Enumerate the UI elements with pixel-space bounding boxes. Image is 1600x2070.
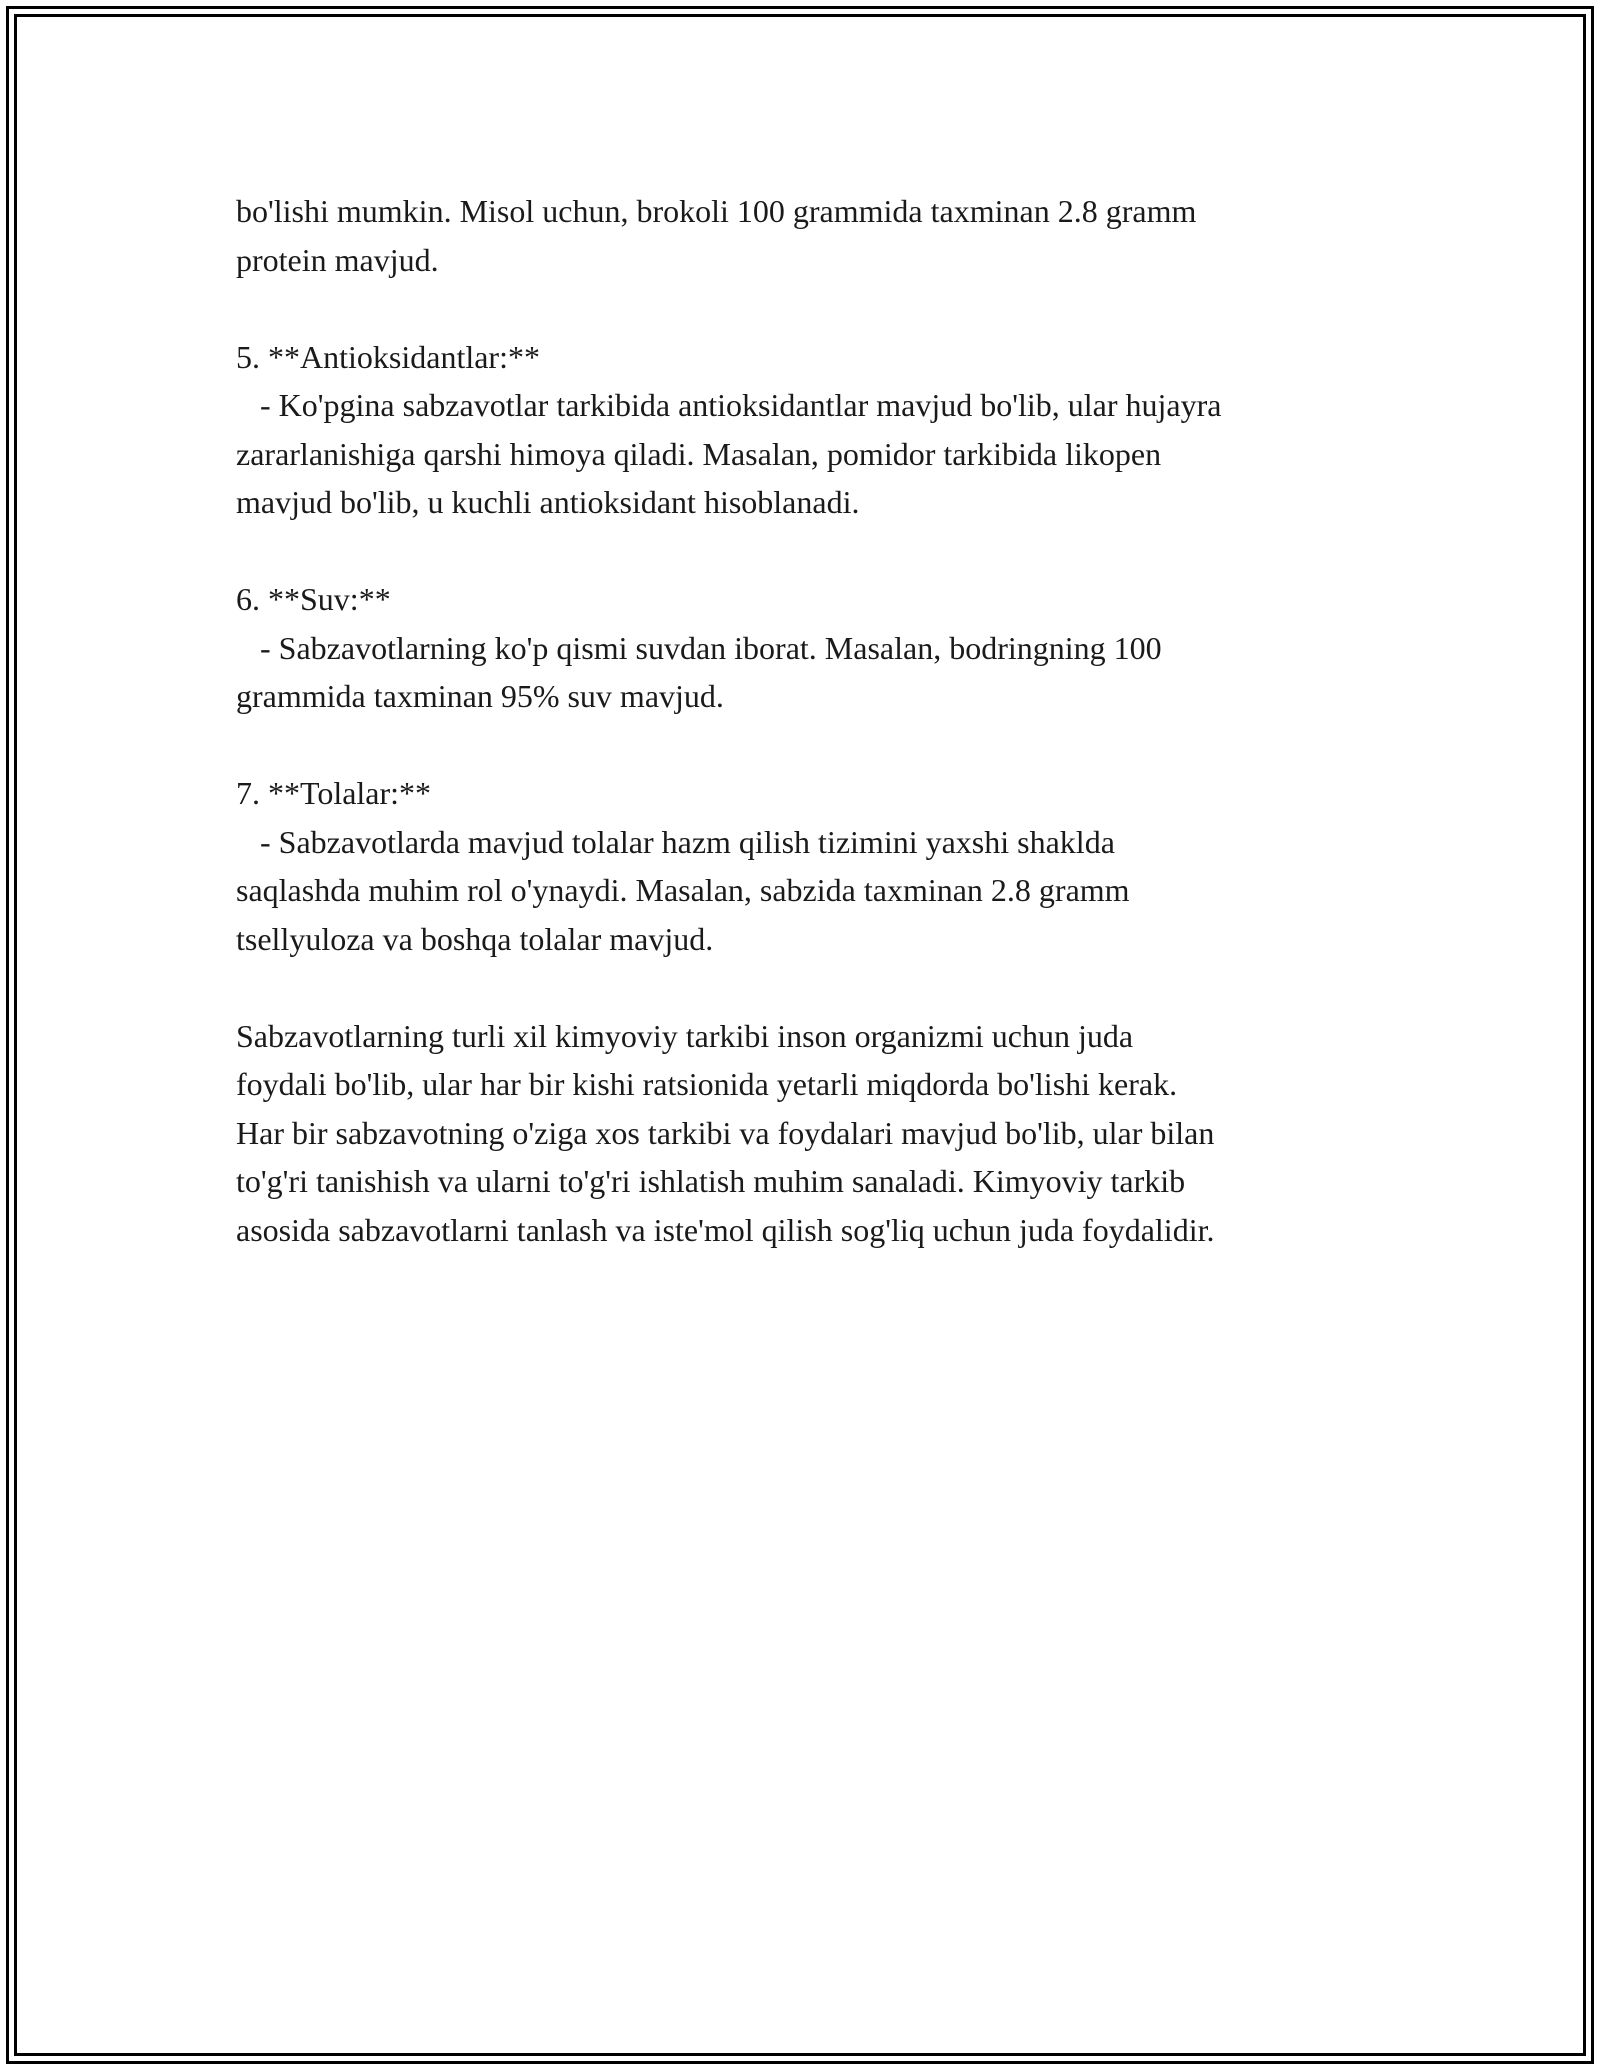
paragraph-gap: [236, 721, 1386, 770]
text-line: foydali bo'lib, ular har bir kishi ratsionida yetarli miqdorda bo'lishi kerak.: [236, 1066, 1178, 1102]
text-line: protein mavjud.: [236, 241, 439, 278]
section-heading: 7. **Tolalar:**: [236, 775, 432, 811]
paragraph-gap: [236, 963, 1386, 1012]
text-line: grammida taxminan 95% suv mavjud.: [236, 678, 724, 714]
text-line: tsellyuloza va boshqa tolalar mavjud.: [236, 920, 714, 957]
paragraph-gap: [236, 284, 1386, 333]
text-line: Har bir sabzavotning o'ziga xos tarkibi va foydalari mavjud bo'lib, ular bilan: [236, 1114, 1215, 1151]
text-line: to'g'ri tanishish va ularni to'g'ri ishlatish muhim sanaladi. Kimyoviy tarkib: [236, 1163, 1186, 1199]
text-line: saqlashda muhim rol o'ynaydi. Masalan, sabzida taxminan 2.8 gramm: [236, 872, 1130, 908]
text-line: mavjud bo'lib, u kuchli antioksidant hisoblanadi.: [236, 484, 860, 520]
text-line: - Ko'pgina sabzavotlar tarkibida antioksidantlar mavjud bo'lib, ular hujayra: [236, 387, 1222, 423]
text-line: zararlanishiga qarshi himoya qiladi. Masalan, pomidor tarkibida likopen: [236, 435, 1162, 472]
section-heading: 6. **Suv:**: [236, 581, 391, 617]
paragraph-gap: [236, 527, 1386, 576]
text-line: - Sabzavotlarda mavjud tolalar hazm qilish tizimini yaxshi shaklda: [236, 823, 1115, 860]
text-line: Sabzavotlarning turli xil kimyoviy tarkibi inson organizmi uchun juda: [236, 1017, 1134, 1054]
text-line: asosida sabzavotlarni tanlash va iste'mol qilish sog'liq uchun juda foydalidir.: [236, 1211, 1215, 1248]
text-line: bo'lishi mumkin. Misol uchun, brokoli 100 grammida taxminan 2.8 gramm: [236, 193, 1197, 229]
text-line: - Sabzavotlarning ko'p qismi suvdan iborat. Masalan, bodringning 100: [236, 629, 1162, 666]
document-body: [236, 187, 1386, 1254]
section-heading: 5. **Antioksidantlar:**: [236, 338, 540, 375]
